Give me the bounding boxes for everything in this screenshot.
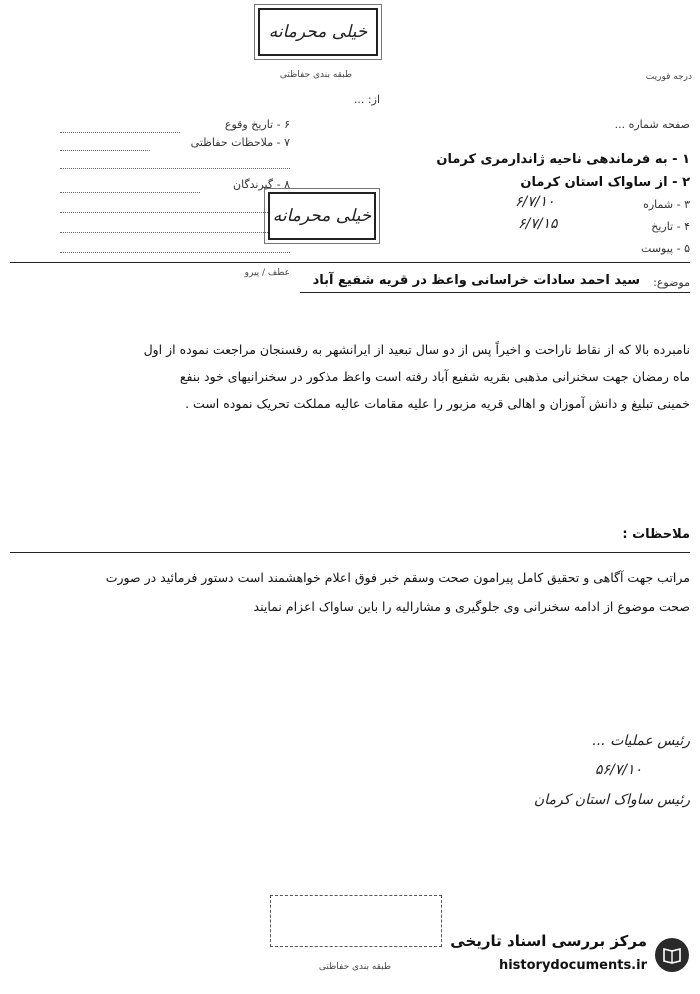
dotted-line	[60, 168, 290, 169]
remarks-divider	[10, 552, 690, 553]
watermark	[430, 930, 695, 988]
watermark-title: مرکز بررسی اسناد تاریخی	[450, 932, 647, 950]
signature-line-1: رئیس عملیات ...	[592, 733, 690, 749]
subject-underline	[300, 292, 690, 293]
header-row-recipient: ۱ - به فرماندهی ناحیه ژاندارمری کرمان	[436, 152, 690, 167]
header-left-label-1: ۶ - تاریخ وقوع	[224, 118, 290, 131]
body-line: خمینی تبلیغ و دانش آموزان و اهالی قریه مزبور را علیه مقامات عالیه مملکت تحریک نموده است .	[185, 396, 690, 411]
urgency-label: درجه فوریت	[645, 72, 692, 82]
dotted-line	[60, 132, 180, 133]
classification-stamp-bottom	[270, 895, 442, 947]
header-row-sender: ۲ - از ساواک استان کرمان	[520, 175, 690, 190]
header-row-page: صفحه شماره ...	[614, 118, 690, 131]
number-value: ۶/۷/۱۰	[515, 194, 555, 210]
remarks-line: صحت موضوع از ادامه سخنرانی وی جلوگیری و مشارالیه را باین ساواک اعزام نمایند	[253, 599, 690, 614]
dotted-line	[60, 252, 290, 253]
classification-stamp-middle	[268, 192, 376, 240]
dotted-line	[60, 212, 270, 213]
body-line: نامبرده بالا که از نقاط ناراحت و اخیراً پس از دو سال تبعید از ایرانشهر به رفسنجان مراجعت نموده از اول	[143, 342, 690, 357]
header-left-label-2: ۷ - ملاحظات حفاظتی	[190, 136, 290, 149]
margin-note: عطف / پیرو	[244, 268, 290, 278]
dotted-line	[60, 192, 200, 193]
from-line: از: ...	[353, 93, 380, 106]
dotted-line	[60, 232, 270, 233]
body-line: ماه رمضان جهت سخنرانی مذهبی بقریه شفیع آباد رفته است واعظ مذکور در سخنرانیهای خود بنفع	[179, 369, 690, 384]
header-row-attachment: ۵ - پیوست	[641, 242, 690, 255]
header-left-label-3: ۸ - گیرندگان	[232, 178, 290, 191]
header-row-number: ۳ - شماره	[643, 198, 690, 211]
date-value: ۶/۷/۱۵	[518, 216, 558, 232]
subject-label: موضوع:	[653, 276, 690, 289]
remarks-body	[15, 568, 690, 617]
header-divider	[10, 262, 690, 263]
watermark-url: historydocuments.ir	[498, 958, 647, 973]
subject-text: سید احمد سادات خراسانی واعظ در قریه شفیع آباد	[312, 273, 640, 288]
book-icon	[655, 938, 689, 972]
stamp-caption-bottom: طبقه بندی حفاظتی	[318, 962, 392, 972]
stamp-text: خیلی محرمانه	[268, 22, 368, 42]
signature-date: ۵۶/۷/۱۰	[595, 762, 643, 778]
signature-line-2: رئیس ساواک استان کرمان	[533, 792, 690, 808]
letter-body	[15, 340, 690, 414]
remarks-line: مراتب جهت آگاهی و تحقیق کامل پیرامون صحت وسقم خبر فوق اعلام خواهشمند است دستور فرمائید در صورت	[105, 570, 690, 585]
remarks-heading: ملاحظات :	[622, 527, 690, 542]
dotted-line	[60, 150, 150, 151]
stamp-text: خیلی محرمانه	[272, 206, 372, 226]
header-row-date: ۴ - تاریخ	[651, 220, 690, 233]
classification-stamp-top	[258, 8, 378, 56]
stamp-caption-top: طبقه بندی حفاظتی	[279, 70, 353, 80]
